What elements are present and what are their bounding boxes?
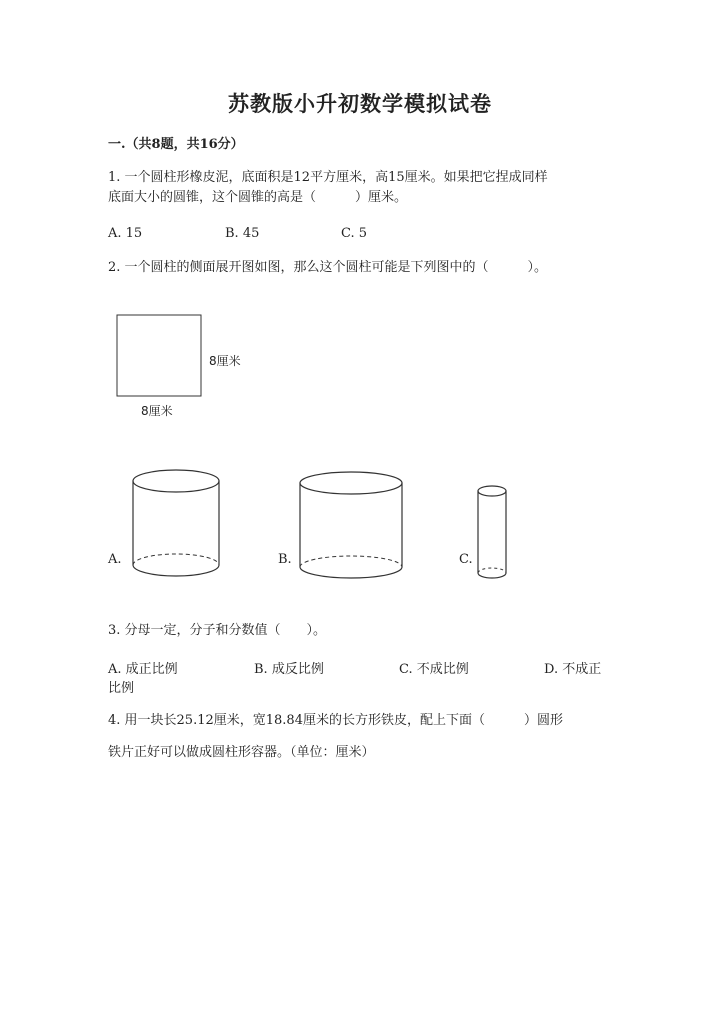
question-4-line-1: 4. 用一块长25.12厘米，宽18.84厘米的长方形铁皮，配上下面（ ）圆形 — [108, 713, 563, 728]
unfolded-square — [117, 315, 201, 396]
q3-option-b: B. 成反比例 — [254, 662, 324, 677]
question-1-line-2: 底面大小的圆锥，这个圆锥的高是（ ）厘米。 — [108, 190, 408, 205]
square-side-label: 8厘米 — [209, 354, 241, 368]
question-3-text: 3. 分母一定，分子和分数值（ ）。 — [108, 623, 327, 638]
page-title: 苏教版小升初数学模拟试卷 — [228, 91, 492, 116]
q3-option-c: C. 不成比例 — [399, 662, 469, 677]
q3-option-a: A. 成正比例 — [108, 662, 178, 677]
q1-option-a: A. 15 — [108, 226, 143, 241]
q2-option-a: A. — [108, 552, 122, 567]
q3-option-d: D. 不成正 — [544, 662, 602, 677]
q1-option-c: C. 5 — [341, 226, 368, 241]
question-1-line-1: 1. 一个圆柱形橡皮泥，底面积是12平方厘米，高15厘米。如果把它捏成同样 — [108, 170, 548, 185]
q3-option-d-wrap: 比例 — [108, 681, 135, 696]
question-2-text: 2. 一个圆柱的侧面展开图如图，那么这个圆柱可能是下列图中的（ ）。 — [108, 260, 548, 275]
cylinder-c — [478, 486, 506, 578]
cylinder-b — [300, 472, 402, 578]
square-bottom-label: 8厘米 — [141, 404, 173, 418]
question-4-line-2: 铁片正好可以做成圆柱形容器。（单位：厘米） — [108, 745, 375, 760]
section-heading: 一.（共8题，共16分） — [108, 137, 244, 152]
q2-option-c: C. — [459, 552, 473, 567]
cylinder-a — [133, 470, 219, 576]
q2-option-b: B. — [278, 552, 292, 567]
q1-option-b: B. 45 — [225, 226, 260, 241]
